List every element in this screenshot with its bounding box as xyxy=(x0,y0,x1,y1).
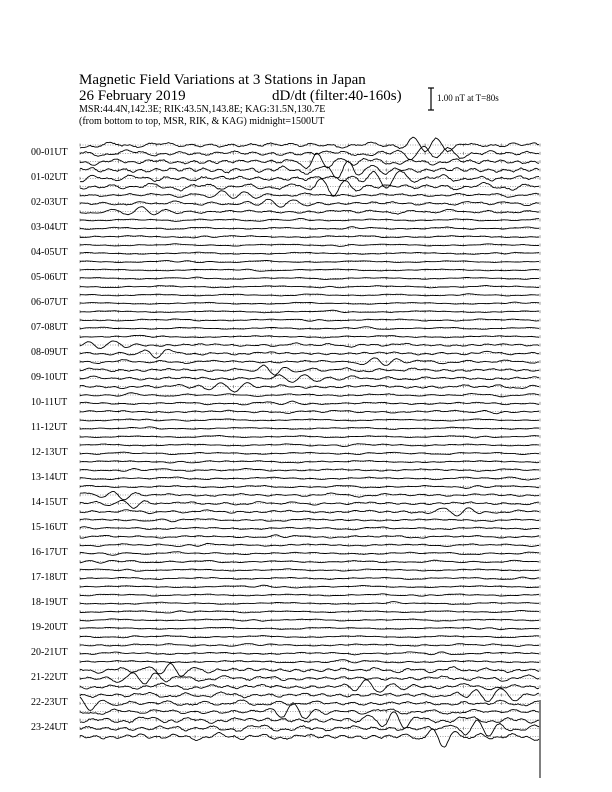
hour-label: 14-15UT xyxy=(31,497,68,508)
hour-label: 06-07UT xyxy=(31,297,68,308)
hour-label: 15-16UT xyxy=(31,522,68,533)
waveform-trace xyxy=(80,302,539,304)
waveform-trace xyxy=(80,527,539,530)
waveform-trace xyxy=(80,286,539,288)
hour-label: 21-22UT xyxy=(31,672,68,683)
waveform-trace xyxy=(80,161,539,177)
waveform-trace xyxy=(80,349,539,358)
hour-label: 04-05UT xyxy=(31,247,68,258)
waveform-trace xyxy=(80,335,539,338)
waveform-trace xyxy=(80,269,539,271)
hour-label: 00-01UT xyxy=(31,147,68,158)
waveform-trace xyxy=(80,171,539,188)
hour-label: 05-06UT xyxy=(31,272,68,283)
waveform-trace xyxy=(80,585,539,588)
waveform-trace xyxy=(80,153,539,168)
waveform-trace xyxy=(80,680,539,692)
hour-row-traces xyxy=(80,294,540,314)
waveform-trace xyxy=(80,500,539,508)
hour-row-traces xyxy=(80,712,540,747)
hour-row-traces xyxy=(80,269,540,289)
chart-date: 26 February 2019 xyxy=(79,88,186,104)
hour-row-traces xyxy=(80,218,540,238)
waveform-trace xyxy=(80,720,539,736)
waveform-trace xyxy=(80,697,539,710)
hour-row-traces xyxy=(80,689,540,719)
waveform-trace xyxy=(80,244,539,247)
hour-label: 22-23UT xyxy=(31,697,68,708)
waveform-trace xyxy=(80,569,539,571)
trace-order-note: (from bottom to top, MSR, RIK, & KAG) midnight=1500UT xyxy=(79,116,325,127)
waveform-trace xyxy=(80,261,539,263)
hour-row-traces xyxy=(80,491,540,515)
waveform-trace xyxy=(80,419,539,421)
waveform-trace xyxy=(80,577,539,579)
hour-label: 23-24UT xyxy=(31,722,68,733)
waveform-trace xyxy=(80,365,539,375)
hour-row-traces xyxy=(80,619,540,639)
waveform-trace xyxy=(80,427,539,430)
hour-row-traces xyxy=(80,469,540,489)
waveform-trace xyxy=(80,452,539,454)
waveform-trace xyxy=(80,207,539,215)
hour-row-traces xyxy=(80,365,540,392)
waveform-trace xyxy=(80,552,539,556)
waveform-trace xyxy=(80,560,539,563)
hour-row-traces xyxy=(80,569,540,589)
waveform-trace xyxy=(80,435,539,437)
waveform-trace xyxy=(80,610,539,612)
hour-label: 01-02UT xyxy=(31,172,68,183)
scale-bar xyxy=(428,88,434,110)
hour-row-traces xyxy=(80,594,540,614)
waveform-trace xyxy=(80,703,539,719)
chart-quantity: dD/dt (filter:40-160s) xyxy=(272,88,402,104)
hour-row-traces xyxy=(80,519,540,539)
waveform-trace xyxy=(80,729,539,747)
waveform-trace xyxy=(80,327,539,330)
hour-row-traces xyxy=(80,419,540,439)
hour-row-traces xyxy=(80,444,540,464)
waveform-trace xyxy=(80,619,539,621)
waveform-trace xyxy=(80,469,539,472)
waveform-trace xyxy=(80,535,539,538)
hour-label: 09-10UT xyxy=(31,372,68,383)
waveform-trace xyxy=(80,627,539,629)
waveform-trace xyxy=(80,508,539,516)
hour-row-traces xyxy=(80,191,540,215)
scale-bar-label: 1.00 nT at T=80s xyxy=(437,93,499,103)
waveform-trace xyxy=(80,310,539,313)
hour-row-traces xyxy=(80,161,540,195)
waveform-trace xyxy=(80,137,539,152)
waveform-trace xyxy=(80,401,539,405)
hour-label: 07-08UT xyxy=(31,322,68,333)
waveform-trace xyxy=(80,319,539,321)
waveform-trace xyxy=(80,491,539,499)
waveform-trace xyxy=(80,519,539,522)
waveform-trace xyxy=(80,485,539,488)
waveform-trace xyxy=(80,663,539,676)
hour-label: 10-11UT xyxy=(31,397,68,408)
hour-label: 20-21UT xyxy=(31,647,68,658)
waveform-trace xyxy=(80,341,539,349)
hour-row-traces xyxy=(80,244,540,264)
hour-label: 16-17UT xyxy=(31,547,68,558)
hour-row-traces xyxy=(80,663,540,692)
hour-label: 08-09UT xyxy=(31,347,68,358)
waveform-trace xyxy=(80,410,539,414)
hour-label: 12-13UT xyxy=(31,447,68,458)
waveform-trace xyxy=(80,383,539,392)
hour-row-traces xyxy=(80,543,540,563)
hour-label: 18-19UT xyxy=(31,597,68,608)
hour-label: 11-12UT xyxy=(31,422,68,433)
hour-label: 19-20UT xyxy=(31,622,68,633)
waveform-trace xyxy=(80,602,539,605)
station-coordinates: MSR:44.4N,142.3E; RIK:43.5N,143.8E; KAG:31.5N,130.7E xyxy=(79,104,326,115)
waveform-trace xyxy=(80,146,539,159)
waveform-trace xyxy=(80,689,539,702)
waveform-trace xyxy=(80,636,539,638)
waveform-trace xyxy=(80,179,539,195)
hour-label: 13-14UT xyxy=(31,472,68,483)
hour-row-traces xyxy=(80,393,540,414)
waveform-trace xyxy=(80,652,539,655)
waveform-trace xyxy=(80,660,539,663)
waveform-trace xyxy=(80,227,539,230)
hour-label: 17-18UT xyxy=(31,572,68,583)
hour-row-traces xyxy=(80,137,540,169)
hour-label: 03-04UT xyxy=(31,222,68,233)
hour-row-traces xyxy=(80,319,540,339)
waveform-trace xyxy=(80,191,539,199)
hour-row-traces xyxy=(80,644,540,664)
hour-row-traces xyxy=(80,341,540,365)
waveform-trace xyxy=(80,594,539,596)
chart-title: Magnetic Field Variations at 3 Stations in Japan xyxy=(79,72,366,88)
hour-label: 02-03UT xyxy=(31,197,68,208)
